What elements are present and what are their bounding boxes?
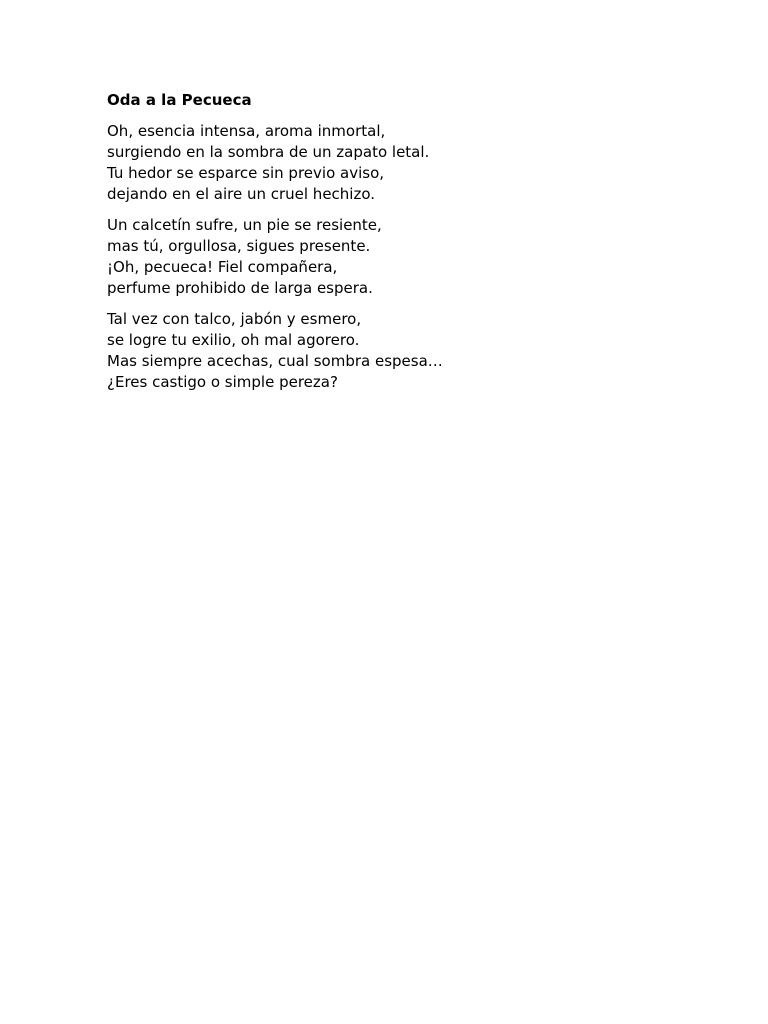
poem-line: Mas siempre acechas, cual sombra espesa…	[107, 352, 443, 370]
poem-line: mas tú, orgullosa, sigues presente.	[107, 237, 371, 255]
poem-line: Oh, esencia intensa, aroma inmortal,	[107, 122, 386, 140]
stanza-3	[107, 309, 707, 393]
poem-line: ¿Eres castigo o simple pereza?	[107, 373, 338, 391]
poem-line: Tal vez con talco, jabón y esmero,	[107, 310, 362, 328]
stanza-1	[107, 121, 707, 205]
poem-line: surgiendo en la sombra de un zapato letal.	[107, 143, 430, 161]
poem-line: se logre tu exilio, oh mal agorero.	[107, 331, 360, 349]
stanza-2	[107, 215, 707, 299]
poem-line: Un calcetín sufre, un pie se resiente,	[107, 216, 382, 234]
poem-line: perfume prohibido de larga espera.	[107, 279, 373, 297]
poem-title: Oda a la Pecueca	[107, 91, 252, 109]
poem-line: ¡Oh, pecueca! Fiel compañera,	[107, 258, 338, 276]
poem	[107, 90, 707, 403]
poem-line: Tu hedor se esparce sin previo aviso,	[107, 164, 385, 182]
poem-line: dejando en el aire un cruel hechizo.	[107, 185, 376, 203]
